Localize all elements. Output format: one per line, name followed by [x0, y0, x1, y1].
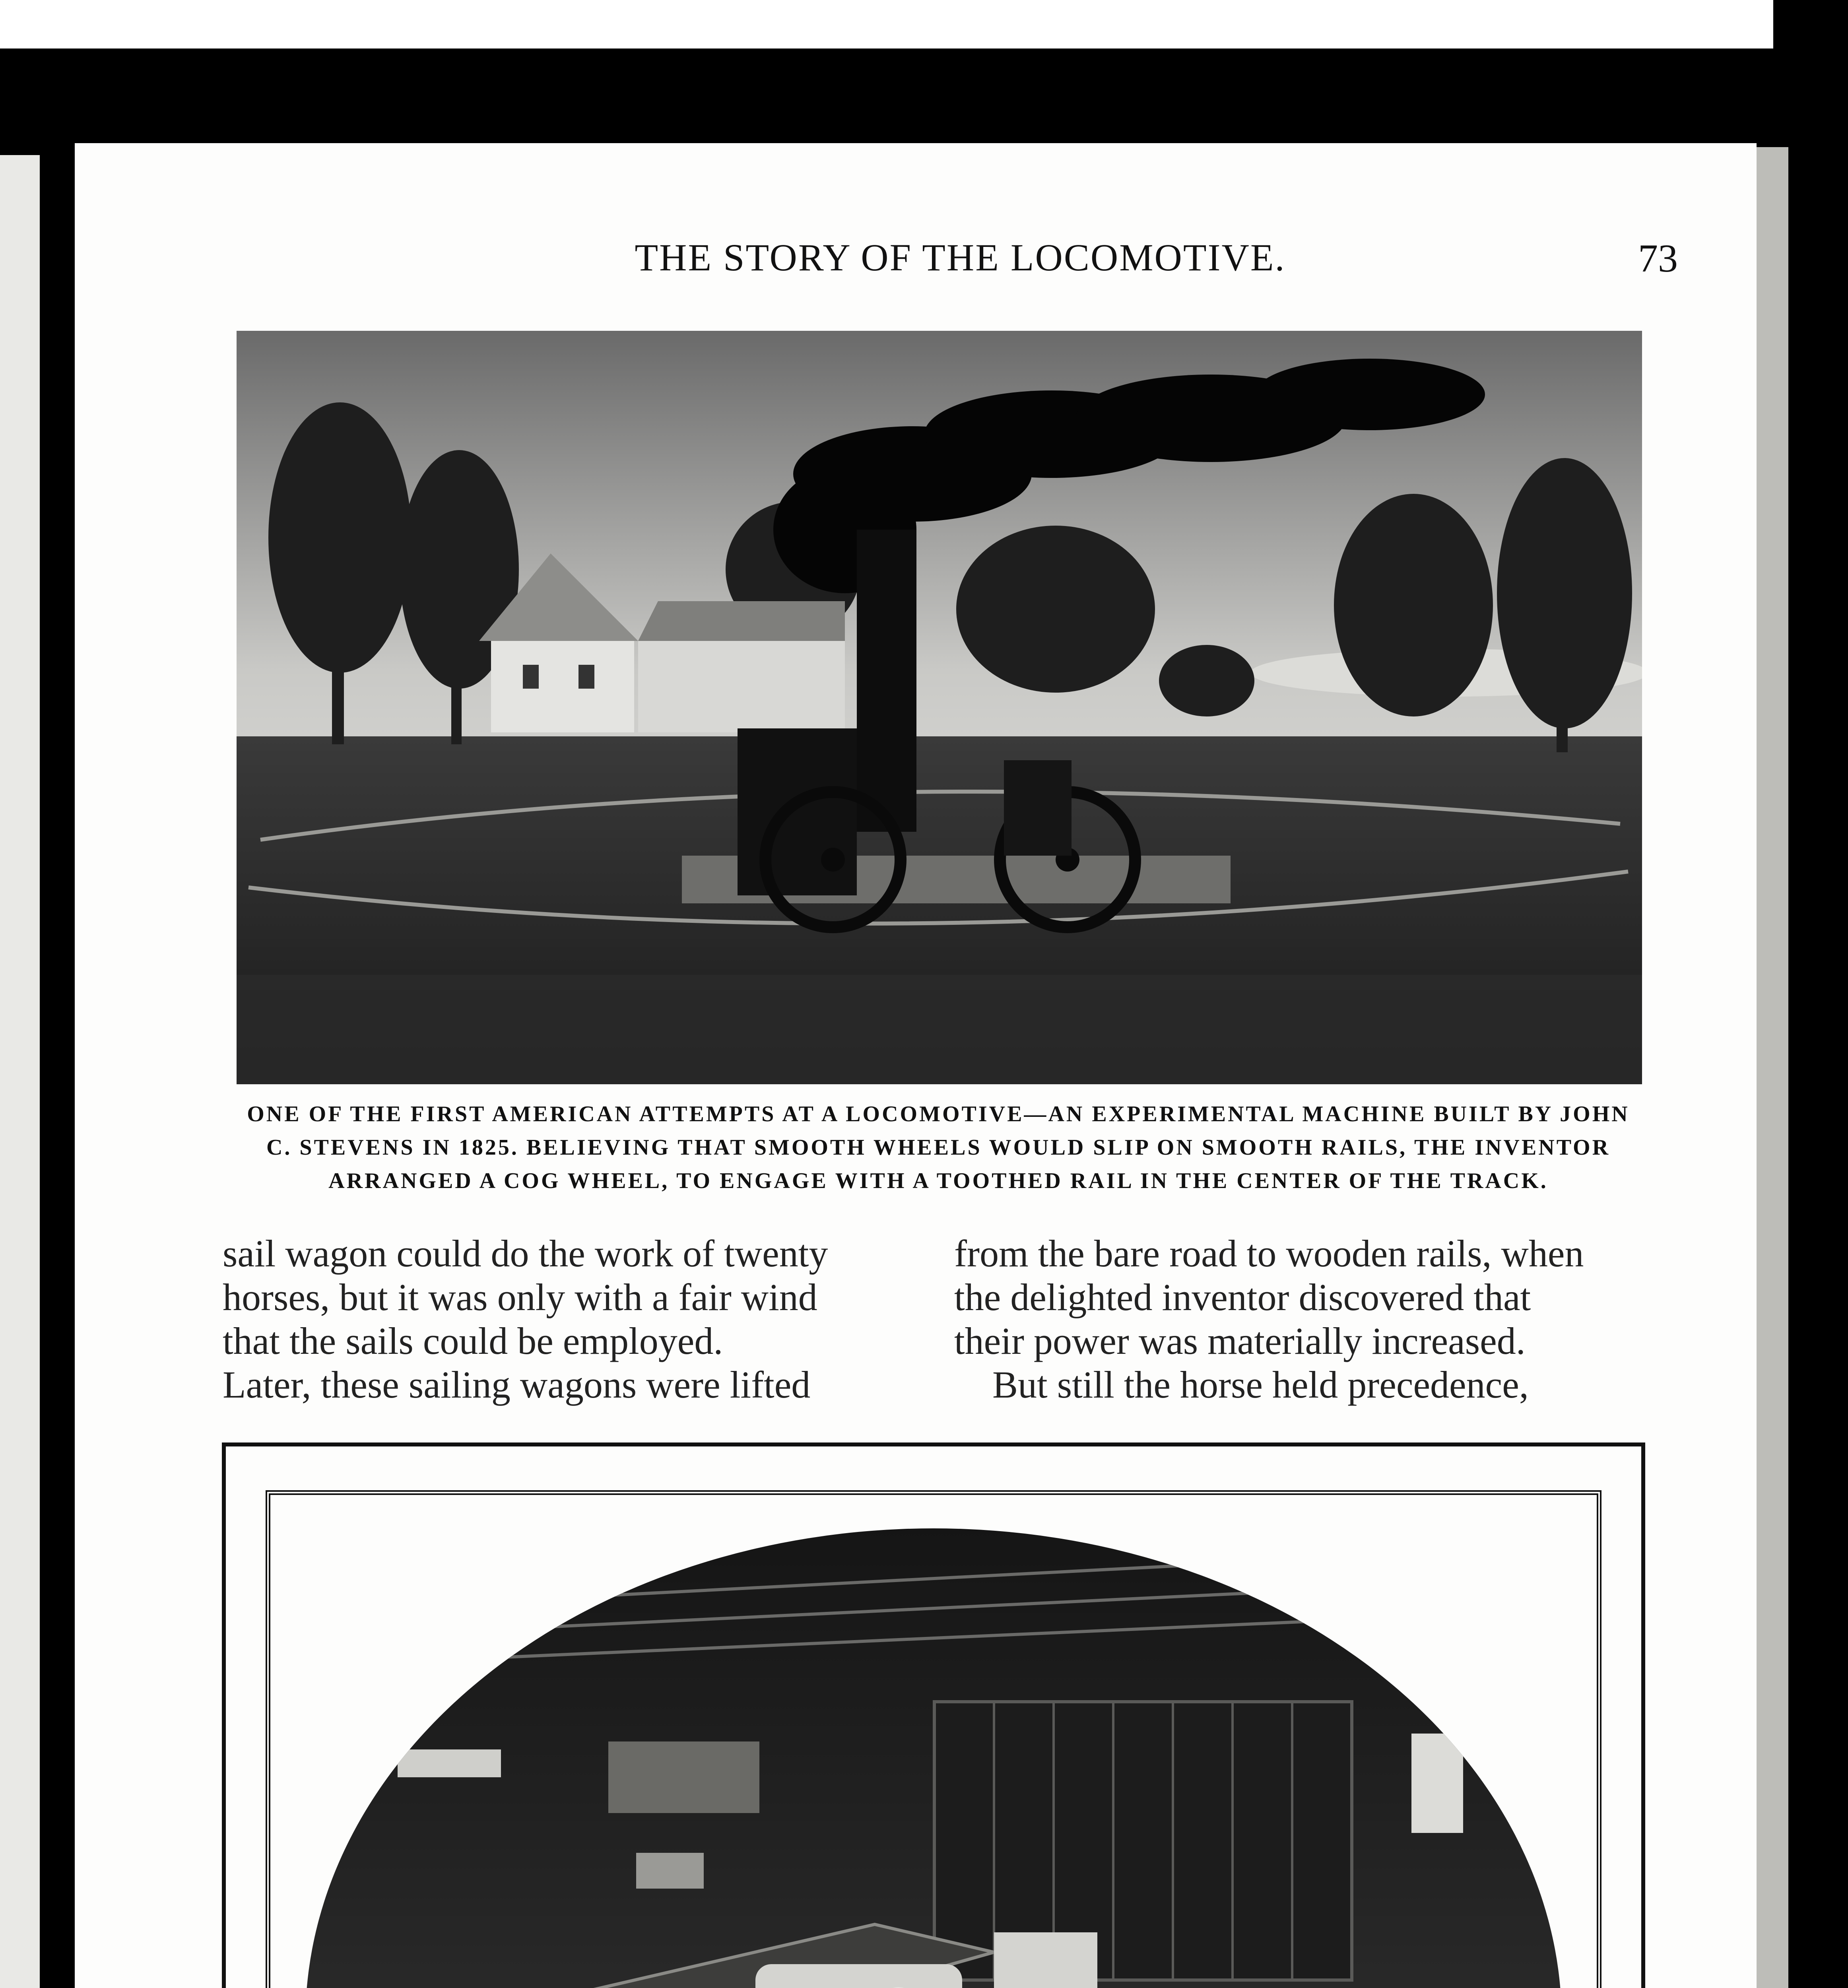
top-page-strip [0, 0, 1773, 49]
baldwin-model-room-photo [278, 1503, 1589, 1988]
page-edge-shadow [1757, 147, 1788, 1988]
text-line: from the bare road to wooden rails, when [954, 1232, 1584, 1275]
text-line: sail wagon could do the work of twenty [223, 1232, 828, 1275]
figure-1-caption [223, 1097, 1654, 1198]
text-line: horses, but it was only with a fair wind [223, 1276, 817, 1318]
page-number: 73 [1638, 236, 1678, 280]
text-line: that the sails could be employed. [223, 1320, 723, 1362]
caption-line: ONE OF THE FIRST AMERICAN ATTEMPTS AT A LOCOMOTIVE—AN EXPERIMENTAL MACHINE BUILT BY JOHN [247, 1102, 1630, 1126]
body-column-right [954, 1232, 1646, 1407]
facing-page-edge [0, 155, 40, 1988]
running-header: THE STORY OF THE LOCOMOTIVE. [635, 236, 1286, 279]
caption-line: C. STEVENS IN 1825. BELIEVING THAT SMOOTH WHEELS WOULD SLIP ON SMOOTH RAILS, THE INVENTOR [266, 1135, 1611, 1160]
text-line: Later, these sailing wagons were lifted [223, 1363, 811, 1406]
caption-line: ARRANGED A COG WHEEL, TO ENGAGE WITH A TOOTHED RAIL IN THE CENTER OF THE TRACK. [328, 1169, 1548, 1193]
text-line: But still the horse held precedence, [954, 1363, 1529, 1406]
text-line: the delighted inventor discovered that [954, 1276, 1531, 1318]
text-line: their power was materially increased. [954, 1320, 1526, 1362]
body-column-left [223, 1232, 910, 1407]
stevens-locomotive-photo [237, 331, 1642, 1084]
